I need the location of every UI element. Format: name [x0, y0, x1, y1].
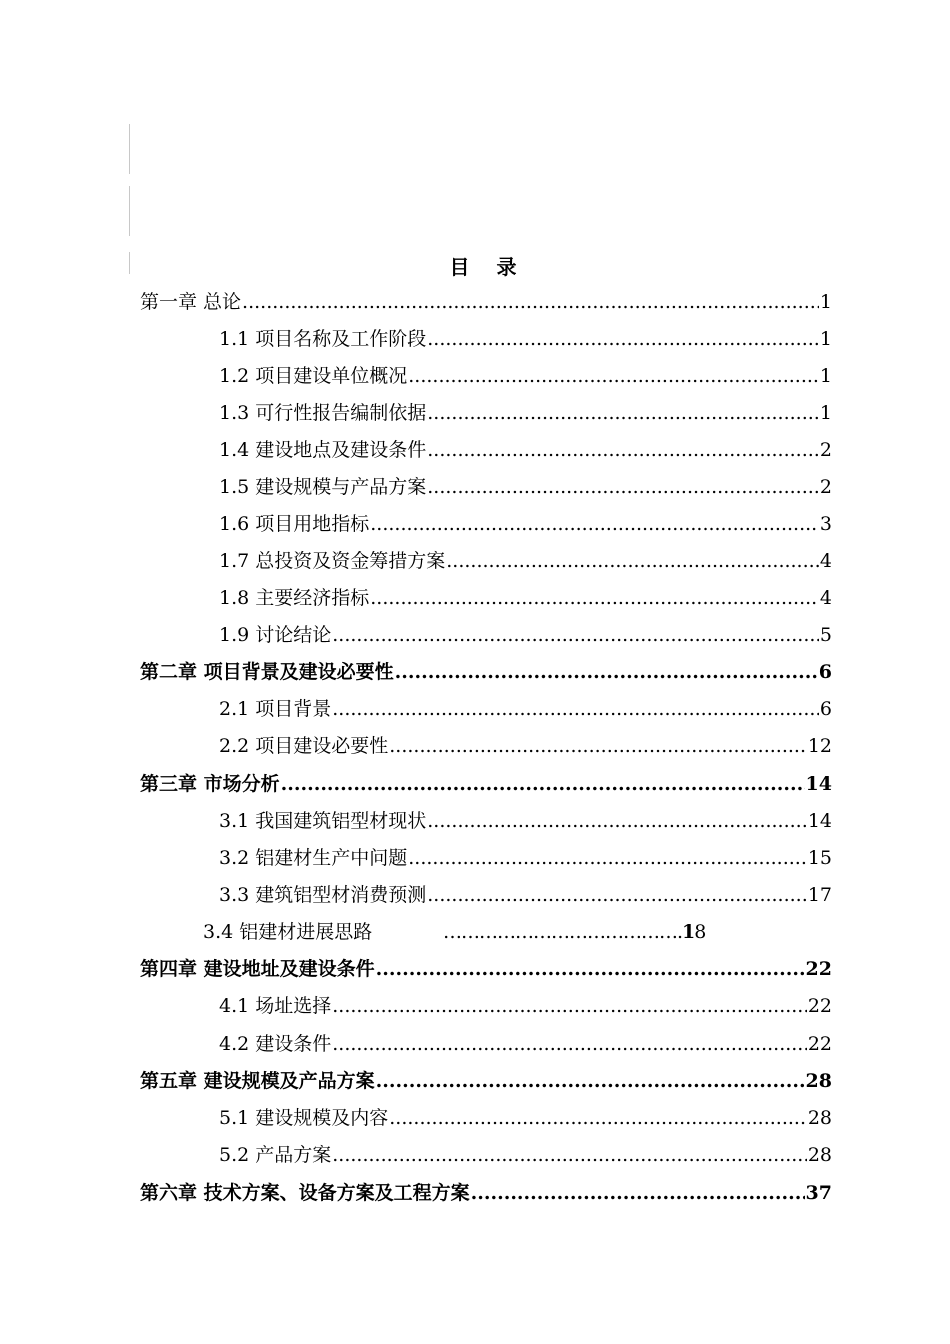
- toc-section-3-4[interactable]: [203, 917, 706, 947]
- toc-entry-label: 3.1 我国建筑铝型材现状: [219, 810, 427, 832]
- toc-page-number: 3: [819, 513, 832, 535]
- margin-mark-top: [129, 124, 130, 174]
- toc-page-number: 14: [805, 773, 832, 795]
- toc-entry-label: 1.3 可行性报告编制依据: [219, 402, 427, 424]
- toc-page-number: 28: [807, 1144, 832, 1166]
- toc-entry-label: 2.2 项目建设必要性: [219, 735, 389, 757]
- toc-section-1-9[interactable]: [219, 620, 832, 650]
- toc-section-1-8[interactable]: [219, 583, 832, 613]
- toc-entry-label: 第六章 技术方案、设备方案及工程方案: [140, 1182, 470, 1204]
- toc-entry-label: 1.9 讨论结论: [219, 624, 332, 646]
- toc-dot-leader: [408, 843, 807, 873]
- toc-section-5-2[interactable]: [219, 1140, 832, 1170]
- toc-dot-leader: [332, 991, 807, 1021]
- toc-section-1-1[interactable]: [219, 324, 832, 354]
- toc-dot-leader: [427, 324, 819, 354]
- toc-section-3-2[interactable]: [219, 843, 832, 873]
- toc-entry-label: 第三章 市场分析: [140, 773, 280, 795]
- margin-mark-middle: [129, 186, 130, 236]
- toc-entry-label: 4.1 场址选择: [219, 995, 332, 1017]
- toc-section-5-1[interactable]: [219, 1103, 832, 1133]
- toc-entry-label: 第一章 总论: [140, 291, 242, 313]
- toc-chapter-4[interactable]: [140, 954, 832, 984]
- toc-entry-label: 1.2 项目建设单位概况: [219, 365, 408, 387]
- toc-dot-leader: [376, 954, 805, 984]
- toc-entry-label: 1.7 总投资及资金筹措方案: [219, 550, 446, 572]
- toc-dot-leader: [370, 583, 819, 613]
- toc-chapter-1[interactable]: [140, 287, 832, 317]
- toc-dot-leader: [376, 1066, 805, 1096]
- toc-dot-leader: [389, 1103, 807, 1133]
- toc-entry-label: 1.1 项目名称及工作阶段: [219, 328, 427, 350]
- toc-page-number: 2: [819, 439, 832, 461]
- toc-page-number: 22: [807, 1033, 832, 1055]
- toc-page-number: 4: [819, 587, 832, 609]
- toc-section-1-3[interactable]: [219, 398, 832, 428]
- toc-entry-label: 3.2 铝建材生产中问题: [219, 847, 408, 869]
- toc-dot-leader: [427, 806, 807, 836]
- toc-page-number: 5: [819, 624, 832, 646]
- toc-section-1-4[interactable]: [219, 435, 832, 465]
- toc-page-number: 15: [807, 847, 832, 869]
- toc-page-number: 1: [819, 291, 832, 313]
- toc-page-number: 1: [819, 402, 832, 424]
- toc-entry-label: 第四章 建设地址及建设条件: [140, 958, 375, 980]
- toc-section-3-3[interactable]: [219, 880, 832, 910]
- toc-entry-label: 4.2 建设条件: [219, 1033, 332, 1055]
- toc-dot-leader: [395, 657, 818, 687]
- toc-dot-leader: [427, 435, 819, 465]
- toc-page-number-bold-part: 1: [682, 921, 695, 943]
- toc-title: 目 录: [449, 255, 527, 279]
- toc-leader-text: ………………………………….: [443, 921, 683, 943]
- toc-entry-label: 2.1 项目背景: [219, 698, 332, 720]
- toc-entry-label: 3.4 铝建材进展思路: [203, 921, 373, 943]
- toc-page-number: 28: [807, 1107, 832, 1129]
- toc-entry-label: 5.1 建设规模及内容: [219, 1107, 389, 1129]
- toc-dot-leader: [370, 509, 819, 539]
- toc-page-number: 12: [807, 735, 832, 757]
- toc-entry-label: 第五章 建设规模及产品方案: [140, 1070, 375, 1092]
- toc-page-number-rest: 8: [694, 921, 706, 943]
- toc-entry-label: 3.3 建筑铝型材消费预测: [219, 884, 427, 906]
- toc-dot-leader: [332, 1029, 807, 1059]
- toc-dot-leader: [389, 731, 807, 761]
- toc-entry-label: 5.2 产品方案: [219, 1144, 332, 1166]
- toc-dot-leader: [408, 361, 819, 391]
- toc-page-number: 28: [805, 1070, 832, 1092]
- toc-chapter-3[interactable]: [140, 769, 832, 799]
- toc-entry-label: 1.6 项目用地指标: [219, 513, 370, 535]
- toc-dot-leader: [242, 287, 819, 317]
- toc-page-number: 17: [807, 884, 832, 906]
- toc-page-number: 14: [807, 810, 832, 832]
- toc-dot-leader: [471, 1178, 805, 1208]
- toc-page-number: 6: [818, 661, 832, 683]
- toc-section-2-2[interactable]: [219, 731, 832, 761]
- toc-dot-leader: [281, 769, 805, 799]
- toc-entry-label: 第二章 项目背景及建设必要性: [140, 661, 394, 683]
- toc-section-4-1[interactable]: [219, 991, 832, 1021]
- toc-page-number: 37: [805, 1182, 832, 1204]
- toc-section-1-7[interactable]: [219, 546, 832, 576]
- toc-dot-leader: [427, 398, 819, 428]
- toc-section-1-5[interactable]: [219, 472, 832, 502]
- toc-chapter-2[interactable]: [140, 657, 832, 687]
- toc-page-number: 1: [819, 328, 832, 350]
- toc-page-number: 1: [819, 365, 832, 387]
- toc-section-1-2[interactable]: [219, 361, 832, 391]
- toc-section-1-6[interactable]: [219, 509, 832, 539]
- toc-dot-leader: [332, 620, 819, 650]
- toc-chapter-6[interactable]: [140, 1178, 832, 1208]
- toc-dot-leader: [332, 1140, 807, 1170]
- toc-entry-label: 1.5 建设规模与产品方案: [219, 476, 427, 498]
- toc-page-number: 22: [805, 958, 832, 980]
- toc-section-3-1[interactable]: [219, 806, 832, 836]
- toc-dot-leader: [427, 880, 807, 910]
- toc-section-2-1[interactable]: [219, 694, 832, 724]
- toc-dot-leader: [446, 546, 819, 576]
- toc-chapter-5[interactable]: [140, 1066, 832, 1096]
- toc-section-4-2[interactable]: [219, 1029, 832, 1059]
- toc-dot-leader: [443, 917, 705, 947]
- toc-entry-label: 1.8 主要经济指标: [219, 587, 370, 609]
- toc-page-number: 6: [819, 698, 832, 720]
- toc-entry-label: 1.4 建设地点及建设条件: [219, 439, 427, 461]
- toc-dot-leader: [332, 694, 819, 724]
- toc-dot-leader: [427, 472, 819, 502]
- toc-page-number: 4: [819, 550, 832, 572]
- toc-page-number: 22: [807, 995, 832, 1017]
- toc-page-number: 2: [819, 476, 832, 498]
